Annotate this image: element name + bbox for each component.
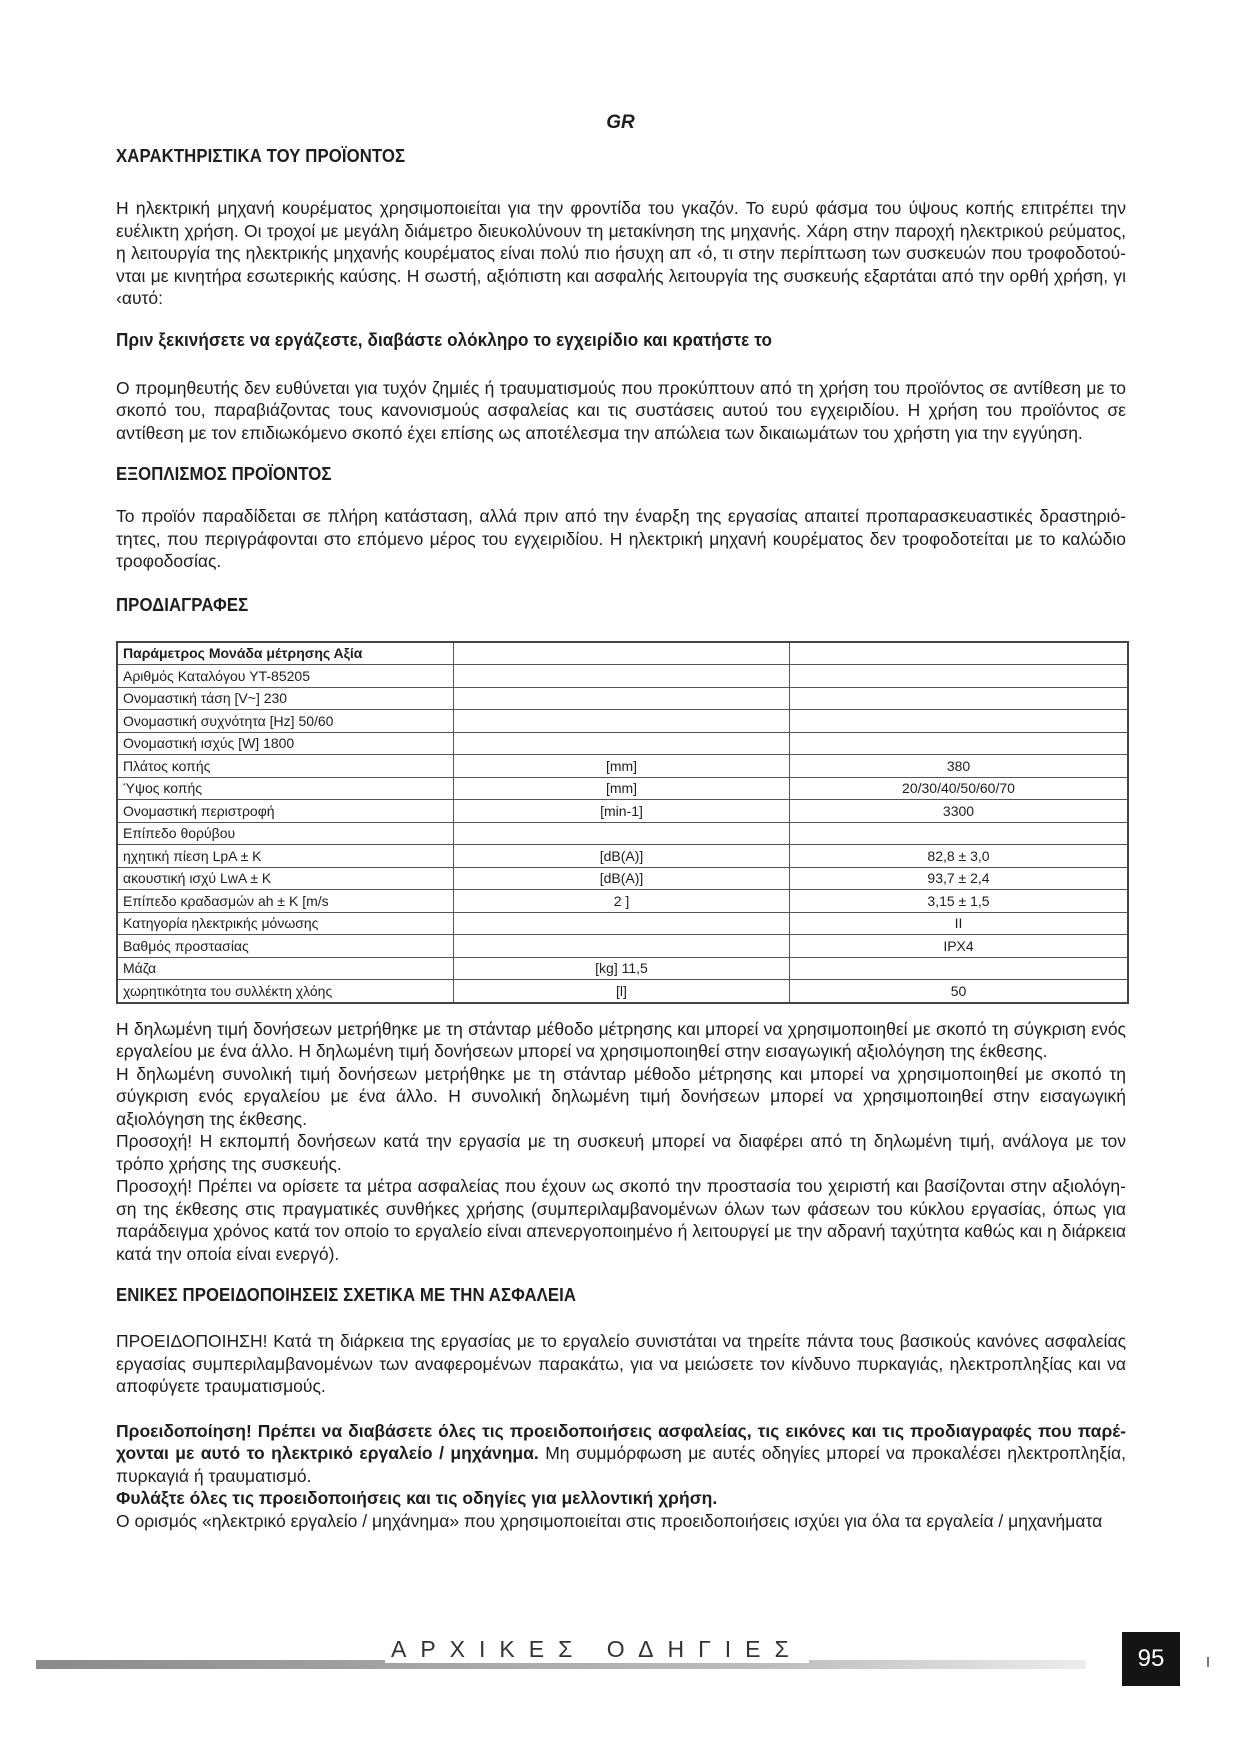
table-row: Μάζα [kg] 11,5 <box>117 957 1128 980</box>
equipment-text: Το προϊόν παραδίδεται σε πλήρη κατάσταση, αλλά πριν από την έναρξη της εργασίας απαιτεί προπαρασκευαστικές δραστηριό-τητες, που περιγράφονται στο επόμενο μέρος του εγχειριδίου. Η ηλεκτρική μηχανή κουρέματος δεν τροφοδοτείται με το καλώδιο τροφοδοσίας. <box>116 506 1126 571</box>
table-row: Επίπεδο θορύβου <box>117 822 1128 845</box>
specs-table <box>116 641 1129 1004</box>
safety-warning <box>116 1420 1126 1488</box>
language-code: GR <box>606 112 635 133</box>
table-row: Κατηγορία ηλεκτρικής μόνωσης II <box>117 912 1128 935</box>
table-row: Επίπεδο κραδασμών ah ± K [m/s 2 ] 3,15 ± 1,5 <box>117 890 1128 913</box>
equipment-heading: ΕΞΟΠΛΙΣΜΟΣ ΠΡΟΪΟΝΤΟΣ <box>116 464 332 484</box>
keep-instructions: Φυλάξτε όλες τις προειδοποιήσεις και τις οδηγίες για μελλοντική χρήση. <box>116 1488 718 1508</box>
table-row: χωρητικότητα του συλλέκτη χλόης [l] 50 <box>117 980 1128 1003</box>
features-heading: ΧΑΡΑΚΤΗΡΙΣΤΙΚΑ ΤΟΥ ΠΡΟΪΟΝΤΟΣ <box>116 146 406 166</box>
table-row: ηχητική πίεση LpA ± K [dB(A)] 82,8 ± 3,0 <box>117 845 1128 868</box>
table-row: Ονομαστική συχνότητα [Hz] 50/60 <box>117 710 1128 733</box>
vibration-text-1: Η δηλωμένη τιμή δονήσεων μετρήθηκε με τη στάνταρ μέθοδο μέτρησης και μπορεί να χρησιμοποιηθεί με σκοπό τη σύγκριση ενός εργαλείου με ένα άλλο. Η δηλωμένη τιμή δονήσεων μπορεί να χρησιμοποιηθεί στην εισαγωγική αξιολόγηση της έκθεσης. <box>116 1018 1126 1061</box>
table-row: Παράμετρος Μονάδα μέτρησης Αξία <box>117 642 1128 665</box>
safety-text: ΠΡΟΕΙΔΟΠΟΙΗΣΗ! Κατά τη διάρκεια της εργασίας με το εργαλείο συνιστάται να τηρείτε πάντα τους βασικούς κανόνες ασφαλείας εργασίας συμπεριλαμβανομένων των αναφερομένων παρακάτω, για να μειώσετε τον κίνδυνο πυρκαγιάς, ηλεκτροπληξίας και να αποφύγετε τραυματισμούς. <box>116 1331 1126 1396</box>
vibration-text-2: Η δηλωμένη συνολική τιμή δονήσεων μετρήθηκε με τη στάνταρ μέθοδο μέτρησης και μπορεί να χρησιμοποιηθεί με σκοπό τη σύγκριση ενός εργαλείου με ένα άλλο. Η συνολική δηλωμένη τιμή δονήσεων μπορεί να χρησιμοποιηθεί στην εισαγωγική αξιολόγηση της έκθεσης. <box>116 1063 1126 1129</box>
safety-warning-rest: Μη συμμόρφωση με αυτές οδηγίες μπορεί να προκαλέσει ηλεκτροπληξία, πυρκαγιά ή τραυματισμό. <box>116 1443 1126 1486</box>
table-row: Ονομαστική τάση [V~] 230 <box>117 687 1128 710</box>
table-row: ακουστική ισχύ LwA ± K [dB(A)] 93,7 ± 2,4 <box>117 867 1128 890</box>
definition-text: Ο ορισμός «ηλεκτρικό εργαλείο / μηχάνημα» που χρησιμοποιείται στις προειδοποιήσεις ισχύει για όλα τα εργαλεία / μηχανήματα <box>116 1510 1103 1531</box>
table-row: Αριθμός Καταλόγου YT-85205 <box>117 665 1128 688</box>
table-row: Ονομαστική ισχύς [W] 1800 <box>117 732 1128 755</box>
page-number: 95 <box>1122 1632 1180 1686</box>
footer-tick <box>1207 1657 1209 1667</box>
before-start-heading: Πριν ξεκινήσετε να εργάζεστε, διαβάστε ολόκληρο το εγχειρίδιο και κρατήστε το <box>116 329 773 350</box>
specs-heading: ΠΡΟΔΙΑΓΡΑΦΕΣ <box>116 594 249 615</box>
footer-title: ΑΡΧΙΚΕΣ ΟΔΗΓΙΕΣ <box>385 1636 809 1663</box>
features-text: Η ηλεκτρική μηχανή κουρέματος χρησιμοποιείται για την φροντίδα του γκαζόν. Το ευρύ φάσμα του ύψους κοπής επιτρέπει την ευέλικτη χρήση. Οι τροχοί με μεγάλη διάμετρο διευκολύνουν τη μετακίνηση της μηχανής. Χάρη στην παροχή ηλεκτρικού ρεύματος, η λειτουργία της ηλεκτρικής μηχανής κουρέματος είναι πολύ πιο ήσυχη απ ‹ό, τι στην περίπτωση των συσκευών που τροφοδοτού-νται με κινητήρα εσωτερικής καύσης. Η σωστή, αξιόπιστη και ασφαλής λειτουργία της συσκευής εξαρτάται από την ορθή χρήση, γι ‹αυτό: <box>116 198 1126 308</box>
page-content <box>116 146 1126 1532</box>
vibration-text-4: Προσοχή! Πρέπει να ορίσετε τα μέτρα ασφαλείας που έχουν ως σκοπό την προστασία του χειριστή και βασίζονται στην αξιολόγη-ση της έκθεσης στις πραγματικές συνθήκες χρήσης (συμπεριλαμβανομένων όλων των φάσεων του κύκλου εργασίας, όπως για παράδειγμα χρόνος κατά τον οποίο το εργαλείο είναι απενεργοποιημένο ή λειτουργεί με την αδρανή ταχύτητα καθώς και η διάρκεια κατά την οποία είναι ενεργό). <box>116 1176 1126 1264</box>
table-row: Πλάτος κοπής [mm] 380 <box>117 755 1128 778</box>
vibration-text-3: Προσοχή! Η εκπομπή δονήσεων κατά την εργασία με τη συσκευή μπορεί να διαφέρει από τη δηλωμένη τιμή, ανάλογα με τον τρόπο χρήσης της συσκευής. <box>116 1131 1126 1174</box>
before-start-text: Ο προμηθευτής δεν ευθύνεται για τυχόν ζημιές ή τραυματισμούς που προκύπτουν από τη χρήση του προϊόντος σε αντίθεση με το σκοπό του, παραβιάζοντας τους κανονισμούς ασφαλείας και τις συστάσεις αυτού του εγχειριδίου. Η χρήση του προϊόντος σε αντίθεση με τον επιδιωκόμενο σκοπό έχει επίσης ως αποτέλεσμα την απώλεια των δικαιωμάτων του χρήστη για την εγγύηση. <box>116 377 1126 443</box>
table-row: Ύψος κοπής [mm] 20/30/40/50/60/70 <box>117 777 1128 800</box>
safety-warning-bold: Προειδοποίηση! Πρέπει να διαβάσετε όλες τις προειδοποιήσεις ασφαλείας, τις εικόνες και τις προδιαγραφές που παρέ-χονται με αυτό το ηλεκτρικό εργαλείο / μηχάνημα. <box>116 1420 1126 1463</box>
table-row: Βαθμός προστασίας IPX4 <box>117 935 1128 958</box>
safety-heading: ΕΝΙΚΕΣ ΠΡΟΕΙΔΟΠΟΙΗΣΕΙΣ ΣΧΕΤΙΚΑ ΜΕ ΤΗΝ ΑΣΦΑΛΕΙΑ <box>116 1285 577 1305</box>
table-row: Ονομαστική περιστροφή [min-1] 3300 <box>117 800 1128 823</box>
